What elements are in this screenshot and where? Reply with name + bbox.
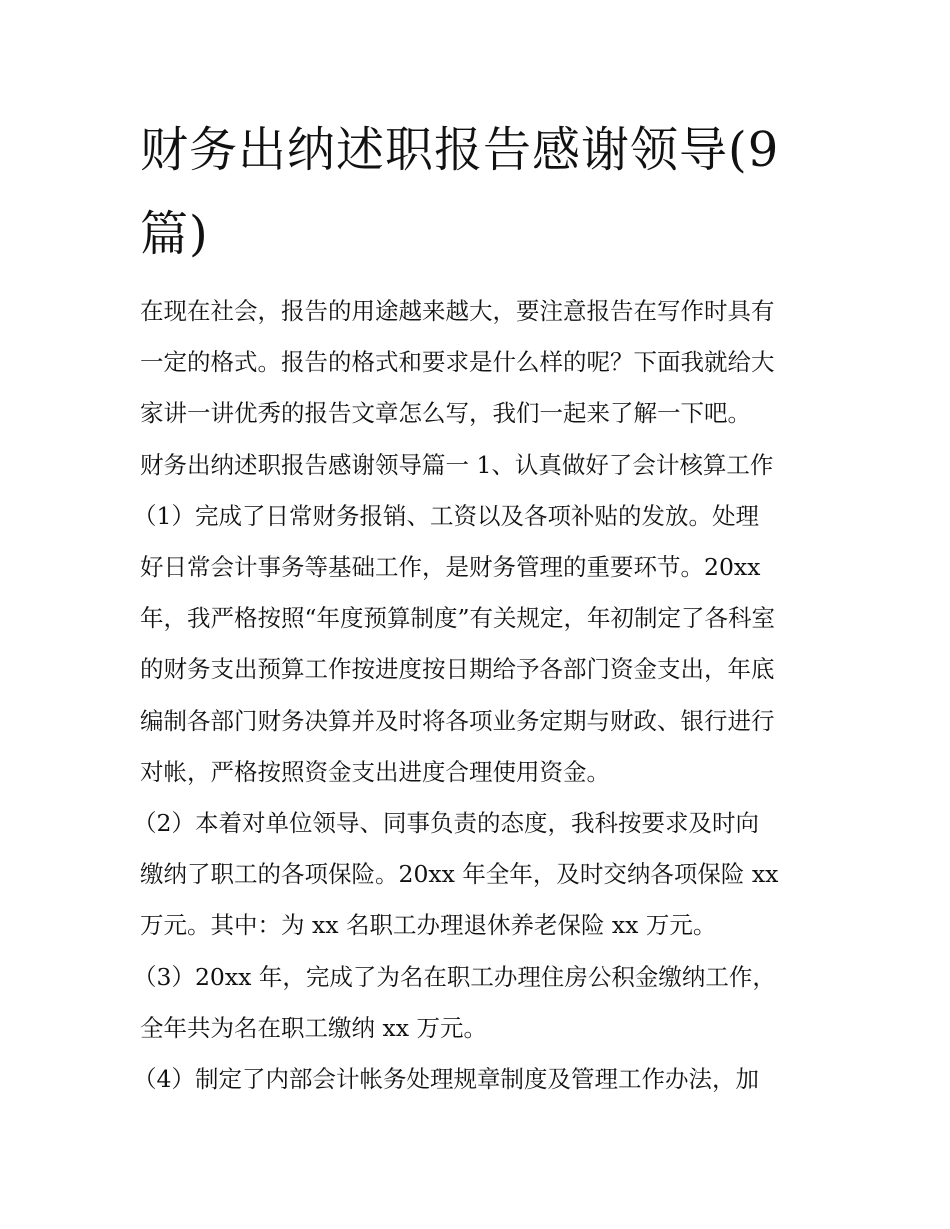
body-line: （1）完成了日常财务报销、工资以及各项补贴的发放。处理 [133, 501, 759, 530]
body-line: 在现在社会，报告的用途越来越大，要注意报告在写作时具有 [140, 297, 775, 325]
body-line: 年，我严格按照“年度预算制度”有关规定，年初制定了各科室 [140, 604, 776, 633]
body-line: （2）本着对单位领导、同事负责的态度，我科按要求及时向 [133, 809, 759, 838]
body-line: （4）制定了内部会计帐务处理规章制度及管理工作办法，加 [133, 1065, 759, 1094]
body-line: 家讲一讲优秀的报告文章怎么写，我们一起来了解一下吧。 [140, 399, 751, 428]
body-line: 对帐，严格按照资金支出进度合理使用资金。 [140, 757, 610, 786]
title-line: 财务出纳述职报告感谢领导(9 [140, 122, 780, 178]
document-body [133, 286, 815, 1105]
body-line: 编制各部门财务决算并及时将各项业务定期与财政、银行进行 [140, 706, 775, 735]
document-title [140, 108, 815, 276]
body-line: 好日常会计事务等基础工作，是财务管理的重要环节。20xx [140, 553, 761, 582]
body-line: （3）20xx 年，完成了为名在职工办理住房公积金缴纳工作， [133, 962, 776, 991]
body-line: 的财务支出预算工作按进度按日期给予各部门资金支出，年底 [140, 655, 775, 684]
body-line: 万元。其中：为 xx 名职工办理退休养老保险 xx 万元。 [140, 911, 717, 940]
body-line: 全年共为名在职工缴纳 xx 万元。 [140, 1013, 487, 1042]
document-content [133, 108, 815, 1105]
body-line: 缴纳了职工的各项保险。20xx 年全年，及时交纳各项保险 xx [140, 860, 779, 889]
body-line: 财务出纳述职报告感谢领导篇一 1、认真做好了会计核算工作 [140, 450, 774, 479]
body-line: 一定的格式。报告的格式和要求是什么样的呢？下面我就给大 [140, 348, 775, 377]
title-line: 篇) [140, 206, 209, 262]
